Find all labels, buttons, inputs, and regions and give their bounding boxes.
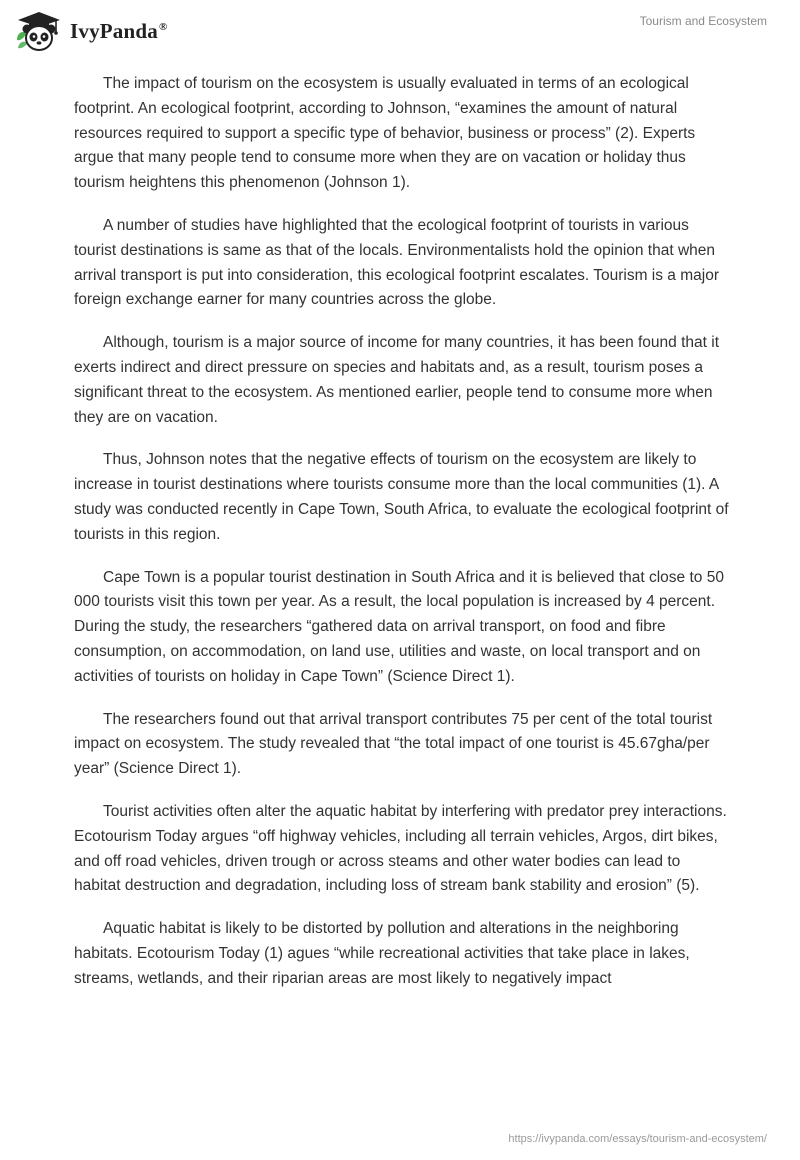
paragraph: Thus, Johnson notes that the negative effects of tourism on the ecosystem are likely to increase in tourist destinations where tourists consume more than the local communities (1). A study was conducted recently in Cape Town, South Africa, to evaluate the ecological footprint of tourists in this region. bbox=[74, 451, 729, 543]
paragraph: Aquatic habitat is likely to be distorted by pollution and alterations in the neighboring habitats. Ecotourism Today (1) agues “while recreational activities that take place in lakes, streams, wetlands, and their riparian areas are most likely to negatively impact bbox=[74, 920, 690, 987]
paragraph: Cape Town is a popular tourist destination in South Africa and it is believed that close to 50 000 tourists visit this town per year. As a result, the local population is increased by 4 percent. During the study, the researchers “gathered data on arrival transport, on food and fibre consumption, on accommodation, on land use, utilities and waste, on local transport and on activities of tourists on holiday in Cape Town” (Science Direct 1). bbox=[74, 568, 724, 685]
panda-graduate-icon bbox=[14, 10, 64, 52]
page-header bbox=[0, 0, 800, 60]
paragraph: The impact of tourism on the ecosystem is usually evaluated in terms of an ecological footprint. An ecological footprint, according to Johnson, “examines the amount of natural resources required to support a specific type of behavior, business or process” (2). Experts argue that many people tend to consume more when they are on vacation or holiday thus tourism heightens this phenomenon (Johnson 1). bbox=[74, 75, 696, 192]
paragraph: Although, tourism is a major source of income for many countries, it has been found that it exerts indirect and direct pressure on species and habitats and, as a result, tourism poses a significant threat to the ecosystem. As mentioned earlier, people tend to consume more when they are on vacation. bbox=[74, 334, 720, 426]
registered-mark: ® bbox=[158, 20, 168, 33]
source-url-link[interactable]: https://ivypanda.com/essays/tourism-and-ecosystem/ bbox=[508, 1133, 767, 1145]
essay-body bbox=[74, 72, 730, 1010]
paragraph: Tourist activities often alter the aquatic habitat by interfering with predator prey interactions. Ecotourism Today argues “off highway vehicles, including all terrain vehicles, Argos, dirt bikes, and off road vehicles, driven trough or across steams and other water bodies can lead to habitat destruction and degradation, including loss of stream bank stability and erosion” (5). bbox=[74, 802, 727, 895]
brand-name: IvyPanda® bbox=[70, 18, 168, 43]
document-title: Tourism and Ecosystem bbox=[639, 14, 767, 28]
paragraph: The researchers found out that arrival transport contributes 75 per cent of the total tourist impact on ecosystem. The study revealed that “the total impact of one tourist is 45.67gha/per year” (Science Direct 1). bbox=[74, 710, 713, 778]
paragraph: A number of studies have highlighted that the ecological footprint of tourists in various tourist destinations is same as that of the locals. Environmentalists hold the opinion that when arrival transport is put into consideration, this ecological footprint escalates. Tourism is a major foreign exchange earner for many countries across the globe. bbox=[74, 216, 719, 309]
ivypanda-logo[interactable] bbox=[14, 10, 167, 52]
